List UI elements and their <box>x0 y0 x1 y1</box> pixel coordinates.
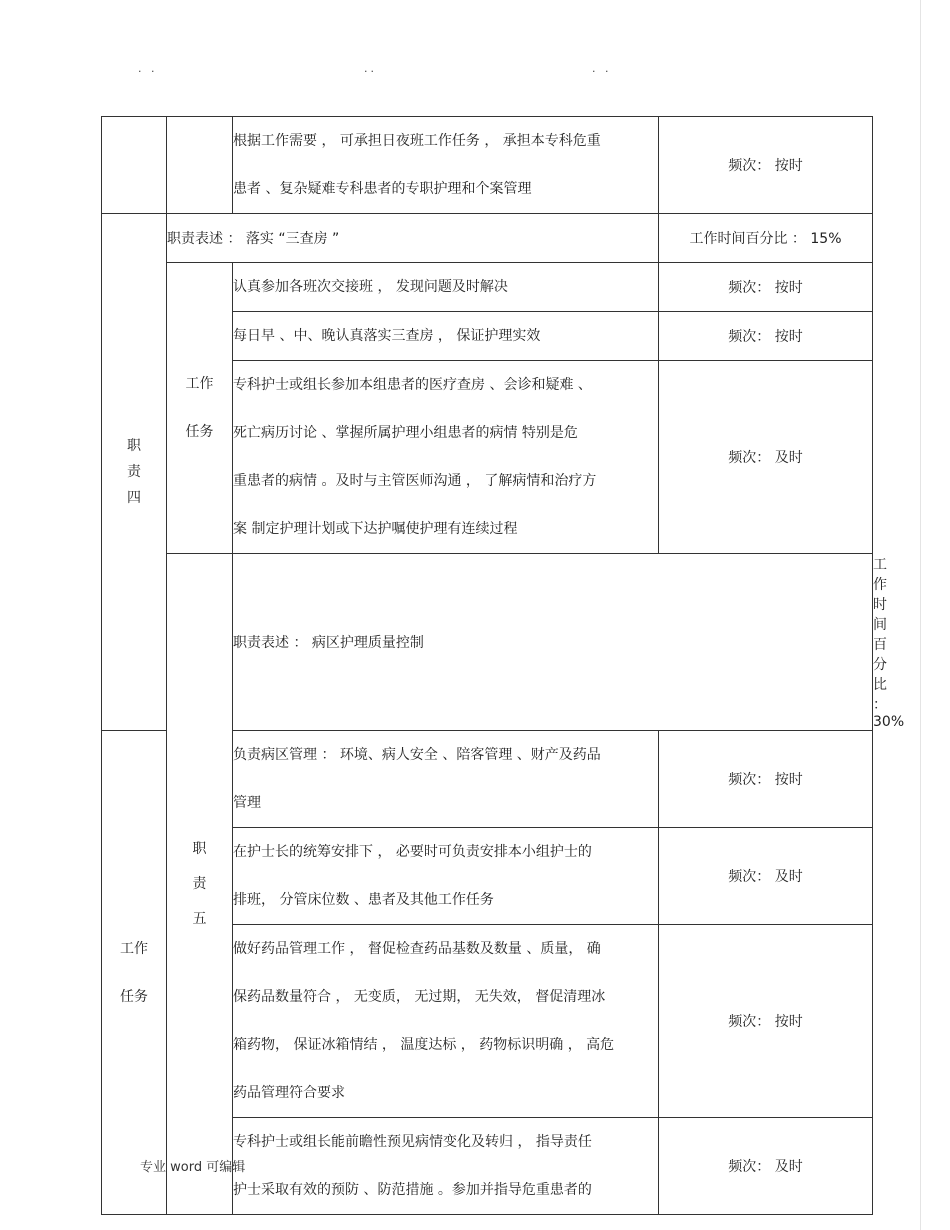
duty-name-char: 责 <box>127 464 141 480</box>
frequency: 频次： 按时 <box>659 312 873 361</box>
page-edge-line <box>920 0 921 1230</box>
task-text <box>233 312 659 361</box>
task-label-line: 任务 <box>120 988 148 1005</box>
duty-description: 职责表述 ： 病区护理质量控制 <box>233 554 873 731</box>
duty-name-cell <box>167 554 233 1215</box>
task-text <box>233 828 659 925</box>
task-text <box>233 263 659 312</box>
task-label-cell <box>167 263 233 554</box>
task-line: 重患者的病情 。及时与主管医师沟通 ， 了解病情和治疗方 <box>233 473 597 489</box>
task-line: 保药品数量符合 ， 无变质， 无过期， 无失效， 督促清理冰 <box>233 989 606 1005</box>
task-line: 箱药物， 保证冰箱情结 ， 温度达标 ， 药物标识明确 ， 高危 <box>233 1037 615 1053</box>
task-line: 案 制定护理计划或下达护嘱使护理有连续过程 <box>233 521 518 537</box>
task-text <box>233 925 659 1118</box>
duty-name-cell-empty <box>102 117 167 214</box>
task-line: 排班， 分管床位数 、患者及其他工作任务 <box>233 892 494 908</box>
task-label-line: 工作 <box>185 376 214 392</box>
header-dots-middle: .. <box>364 62 377 75</box>
task-text <box>233 1118 659 1215</box>
task-line: 在护士长的统筹安排下 ， 必要时可负责安排本小组护士的 <box>233 844 592 860</box>
task-text <box>233 731 659 828</box>
table-row: 职 责 五 职责表述 ： 病区护理质量控制 工作时间百分比 ： 30% <box>102 554 873 731</box>
header-dots-right: . . <box>592 62 612 75</box>
task-label-line: 工作 <box>120 940 148 957</box>
table-row <box>102 214 873 263</box>
task-text <box>233 117 659 214</box>
frequency: 频次： 按时 <box>659 731 873 828</box>
task-line: 护士采取有效的预防 、防范措施 。参加并指导危重患者的 <box>233 1182 592 1198</box>
task-line: 管理 <box>233 795 261 811</box>
duty-table <box>101 116 905 1215</box>
frequency: 频次： 按时 <box>659 263 873 312</box>
frequency: 频次： 按时 <box>659 925 873 1118</box>
frequency: 频次： 及时 <box>659 1118 873 1215</box>
footer-note: 专业 word 可编辑 <box>140 1160 246 1175</box>
task-line: 患者 、复杂疑难专科患者的专职护理和个案管理 <box>233 181 532 197</box>
task-line: 做好药品管理工作 ， 督促检查药品基数及数量 、质量， 确 <box>233 941 601 957</box>
table-row <box>102 117 873 214</box>
task-line: 专科护士或组长参加本组患者的医疗查房 、会诊和疑难 、 <box>233 377 592 393</box>
task-line: 死亡病历讨论 、掌握所属护理小组患者的病情 特别是危 <box>233 425 578 441</box>
frequency: 频次： 及时 <box>659 361 873 554</box>
table-row <box>102 263 873 312</box>
task-line: 药品管理符合要求 <box>233 1085 345 1101</box>
task-line: 根据工作需要 ， 可承担日夜班工作任务 ， 承担本专科危重 <box>233 133 601 149</box>
duty-name-char: 责 <box>192 875 207 892</box>
frequency: 频次： 按时 <box>659 117 873 214</box>
task-line: 负责病区管理 ： 环境、病人安全 、陪客管理 、财产及药品 <box>233 747 601 763</box>
duty-name-char: 职 <box>127 438 141 454</box>
task-label-line: 任务 <box>185 424 214 440</box>
duty-name-cell <box>102 214 167 731</box>
task-label-cell <box>102 731 167 1215</box>
time-percentage: 工作时间百分比 ： 15% <box>659 214 873 263</box>
duty-description: 职责表述 ： 落实 “三查房 ” <box>167 214 659 263</box>
duty-name-char: 职 <box>192 840 207 857</box>
task-label-cell-empty <box>167 117 233 214</box>
task-line: 专科护士或组长能前瞻性预见病情变化及转归 ， 指导责任 <box>233 1134 592 1150</box>
frequency: 频次： 及时 <box>659 828 873 925</box>
header-dots-left: . . <box>138 62 158 75</box>
task-line: 每日早 、中、晚认真落实三查房 ， 保证护理实效 <box>233 328 541 344</box>
duty-name-char: 五 <box>192 910 207 927</box>
task-line: 认真参加各班次交接班 ， 发现问题及时解决 <box>233 279 508 295</box>
duty-name-char: 四 <box>127 490 141 506</box>
task-text <box>233 361 659 554</box>
